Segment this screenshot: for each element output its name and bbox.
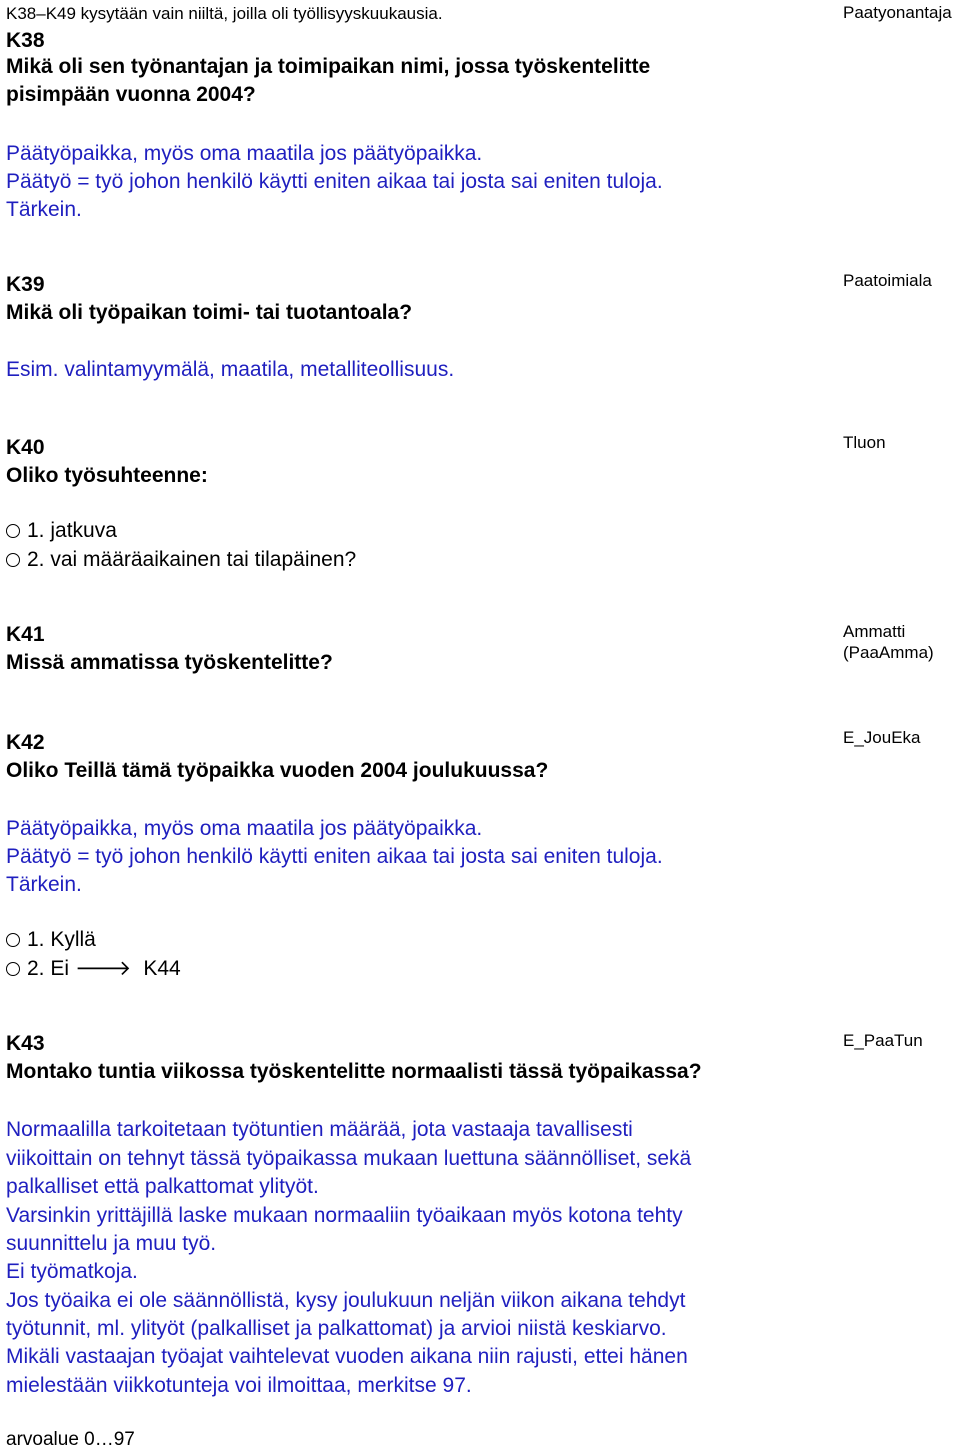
question-text-k38-line1: Mikä oli sen työnantajan ja toimipaikan nimi, jossa työskentelitte bbox=[6, 55, 651, 78]
question-text-k42: Oliko Teillä tämä työpaikka vuoden 2004 joulukuussa? bbox=[6, 759, 549, 782]
question-code-k40: K40 bbox=[6, 436, 45, 459]
option-k40-2[interactable] bbox=[6, 545, 356, 574]
instruction-k39: Esim. valintamyymälä, maatila, metalliteollisuus. bbox=[6, 358, 455, 381]
instruction-k38-line1: Päätyöpaikka, myös oma maatila jos päätyöpaikka. bbox=[6, 142, 483, 165]
radio-button-icon[interactable] bbox=[6, 553, 20, 567]
instruction-k43-line7: Jos työaika ei ole säännöllistä, kysy joulukuun neljän viikon aikana tehdyt bbox=[6, 1289, 686, 1312]
question-text-k39: Mikä oli työpaikan toimi- tai tuotantoala? bbox=[6, 301, 413, 324]
option-k42-2[interactable] bbox=[6, 954, 181, 983]
instruction-k38-line2: Päätyö = työ johon henkilö käytti eniten aikaa tai josta sai eniten tuloja. bbox=[6, 170, 663, 193]
instruction-k38-line3: Tärkein. bbox=[6, 198, 82, 221]
variable-name-k38: Paatyonantaja bbox=[843, 3, 952, 22]
skip-target: K44 bbox=[143, 957, 181, 980]
skip-arrow-icon: 🡒 bbox=[75, 957, 132, 980]
option-label: 1. jatkuva bbox=[27, 519, 117, 542]
question-text-k38-line2: pisimpään vuonna 2004? bbox=[6, 83, 256, 106]
question-code-k42: K42 bbox=[6, 731, 45, 754]
question-text-k41: Missä ammatissa työskentelitte? bbox=[6, 651, 333, 674]
variable-name-k39: Paatoimiala bbox=[843, 271, 932, 290]
question-code-k41: K41 bbox=[6, 623, 45, 646]
instruction-k43-line8: työtunnit, ml. ylityöt (palkalliset ja palkattomat) ja arvioi niistä keskiarvo. bbox=[6, 1317, 667, 1340]
instruction-k43-line10: mielestään viikkotunteja voi ilmoittaa, merkitse 97. bbox=[6, 1374, 472, 1397]
variable-name-k41-line2: (PaaAmma) bbox=[843, 643, 934, 662]
variable-name-k40: Tluon bbox=[843, 433, 886, 452]
question-code-k39: K39 bbox=[6, 273, 45, 296]
radio-button-icon[interactable] bbox=[6, 524, 20, 538]
instruction-k42-line1: Päätyöpaikka, myös oma maatila jos päätyöpaikka. bbox=[6, 817, 483, 840]
option-label: 1. Kyllä bbox=[27, 928, 96, 951]
value-range: arvoalue 0…97 bbox=[6, 1429, 135, 1450]
instruction-k43-line1: Normaalilla tarkoitetaan työtuntien määrää, jota vastaaja tavallisesti bbox=[6, 1118, 633, 1141]
variable-name-k43: E_PaaTun bbox=[843, 1031, 923, 1050]
option-k40-1[interactable] bbox=[6, 516, 117, 545]
radio-button-icon[interactable] bbox=[6, 933, 20, 947]
instruction-k43-line4: Varsinkin yrittäjillä laske mukaan normaaliin työaikaan myös kotona tehty bbox=[6, 1204, 683, 1227]
instruction-k43-line3: palkalliset että palkattomat ylityöt. bbox=[6, 1175, 319, 1198]
instruction-k43-line9: Mikäli vastaajan työajat vaihtelevat vuoden aikana niin rajusti, ettei hänen bbox=[6, 1345, 688, 1368]
instruction-k43-line6: Ei työmatkoja. bbox=[6, 1260, 138, 1283]
option-k42-1[interactable] bbox=[6, 925, 96, 954]
instruction-k42-line2: Päätyö = työ johon henkilö käytti eniten aikaa tai josta sai eniten tuloja. bbox=[6, 845, 663, 868]
variable-name-k42: E_JouEka bbox=[843, 728, 921, 747]
question-code-k38: K38 bbox=[6, 29, 45, 52]
option-label: 2. vai määräaikainen tai tilapäinen? bbox=[27, 548, 357, 571]
question-text-k43: Montako tuntia viikossa työskentelitte normaalisti tässä työpaikassa? bbox=[6, 1060, 702, 1083]
instruction-k42-line3: Tärkein. bbox=[6, 873, 82, 896]
instruction-k43-line2: viikoittain on tehnyt tässä työpaikassa mukaan luettuna säännölliset, sekä bbox=[6, 1147, 692, 1170]
instruction-k43-line5: suunnittelu ja muu työ. bbox=[6, 1232, 217, 1255]
question-code-k43: K43 bbox=[6, 1032, 45, 1055]
radio-button-icon[interactable] bbox=[6, 962, 20, 976]
variable-name-k41-line1: Ammatti bbox=[843, 622, 906, 641]
intro-text: K38–K49 kysytään vain niiltä, joilla oli työllisyyskuukausia. bbox=[6, 4, 443, 23]
option-label: 2. Ei bbox=[27, 957, 70, 980]
question-text-k40: Oliko työsuhteenne: bbox=[6, 464, 208, 487]
